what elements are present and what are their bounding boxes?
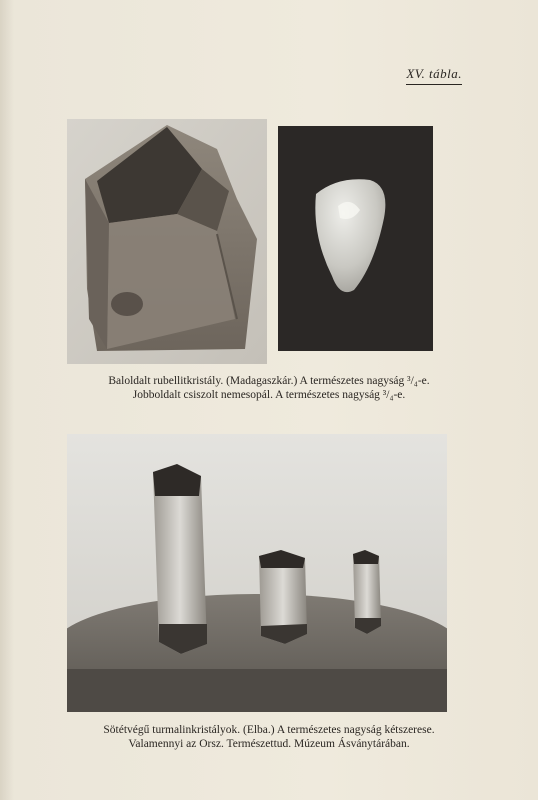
top-caption-line-1: Baloldalt rubellitkristály. (Madagaszkár.) A természetes nagyság ³/₄-e. [108,375,430,387]
top-caption-line-2: Jobboldalt csiszolt nemesopál. A természetes nagyság ³/₄-e. [132,389,406,401]
bottom-caption-line-1: Sötétvégű turmalinkristályok. (Elba.) A természetes nagyság kétszerese. [103,724,435,736]
bottom-caption [55,723,483,751]
tourmaline-photo [67,434,447,712]
bottom-caption-line-2: Valamennyi az Orsz. Természettud. Múzeum Ásványtárában. [128,738,410,750]
opal-photo [278,126,433,351]
rubellite-photo [67,119,267,364]
top-caption [60,374,478,402]
plate-label: XV. tábla. [406,66,462,85]
